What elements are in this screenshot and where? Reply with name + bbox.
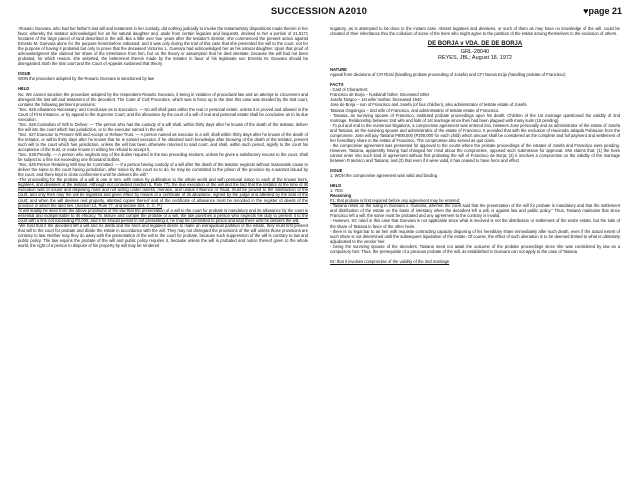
- document-title: SUCCESSION A2010: [270, 6, 368, 17]
- held-answer: 1. YES: [330, 188, 343, 194]
- held-paragraph: -We hold that if the decedent left a will and no debts and the heirs and legatees desire to make an extrajudicial partition of the estate, they must first present that will to the court for probate and divide the estate in accordance with the will. They may not disregard the provisions of the will unless those provisions are contrary to law. Neither may they do away with the presentation of the will to the court for probate, because such suppression of the will is contrary to law and public policy. The law enjoins the probate of the will and public policy requires it, because unless the will is probated and notice thereof given to the whole world, the right of a person to dispose of his property by will may be rendered: [18, 222, 308, 248]
- facts-line: - Tasiana, as surviving spouse of Francisco, instituted probate proceedings upon his death. Children of the 1st marriage questioned the validity of 2nd marriage. Relationship between 2nd wife and kids of 1st marriage since then had been plagued with many suits (18 pending).: [330, 112, 620, 123]
- facts-line: Jose de Borja – son of Francisco and Josefa (of four children), also administrator of testate estate of Josefa: [330, 102, 527, 108]
- facts-line: Tasiana Ongsingco – 2nd wife of Francisco, and administratrix of testate estate of Francisco.: [330, 107, 500, 113]
- held-paragraph: -It will readily be seen from the above provisions of the law that the presentation of a will to the court for probate is mandatory and its allowance by the court is essential and indispensable to its efficacy. To assure and compel the probate of a will, the law punishes a person who neglects his duty to present it to the court with a fine not exceeding P2,000, and if he should persist in not presenting it, he may be committed to prison and kept there until he delivers the will.: [18, 207, 308, 223]
- left-column: [18, 26, 308, 248]
- facts-line: - Cast of Characters:: [330, 87, 369, 93]
- reasoning-subheading: #1: that probate is first required before any agreement may be entered:: [330, 198, 461, 204]
- case-ponente-date: REYES, JBL; August 18, 1972: [438, 55, 512, 62]
- issue-heading: ISSUE: [18, 71, 31, 77]
- facts-heading: FACTS: [330, 82, 344, 88]
- issue-text: 1. WON the compromise agreement was valid and binding: [330, 173, 438, 179]
- held-paragraph: -The proceeding for the probate of a will is one in rem, with notice by publication to the whole world and with personal notice to each of the known heirs, legatees, and devisees of the testator. Although not contested (section 5, Rule 77), the due execution of the will and the fact that the testator at the time of its execution was of sound and disposing mind and not acting under duress, menace, and undue influence or fraud, must be proved to the satisfaction of the court, and only then may the will be legalized and given effect by means of a certificate of its allowance, signed by the judge and attested by the seal of the court; and when the will devises real property, attested copies thereof and of the certificate of allowance must be recorded in the register of deeds of the province in which the land lies. (Section 12, Rule 77, and section 624, C. C. P.): [18, 177, 308, 208]
- held-paragraph: "Sec. 628.Penalty. — A person who neglects any of the duties required in the two preceding sections, unless he gives a satisfactory excuse to the court, shall be subject to a fine not exceeding one thousand dollars.: [18, 152, 308, 163]
- guevara-continuation: nugatory, as is attempted to be done in the instant case. Absent legatees and devisees, or such of them as may have no knowledge of the will, could be cheated of their inheritance thru the collusion of some of the heirs who might agree to the partition of the estate among themselves to the exclusion of others.: [330, 26, 620, 37]
- held-heading: HELD: [18, 86, 30, 92]
- facts-line: - To put and end to the numerous litigations, a compromise agreement was entered into, between Jose personally and as administrator of the estate of Josefa and Tasiana, as the surviving spouse and administratrix of the estate of Francisco. It provided that with the exclusion of Hacienda Jalajala Poblacion from the compromise, Jose will pay Tasiana P800,000 (P200,000 for each child) which amount shall be considered as the complete and full payment and settlement of her hereditary share in the estate of Francisco. The compromise also served as quit claim.: [330, 122, 620, 143]
- issue-text: WON the procedure adopted by the Rosario Guevara is sanctioned by law: [18, 76, 155, 82]
- reasoning-paragraph: - there is no legal bar to an heir with requisite contracting capacity disposing of his hereditary share immediately after such death, even if the actual extent of such share is not determined until the subsequent liquidation of the estate. Of course, the effect of such alienation is to be deemed limited to what is ultimately adjudicated to the vendor heir.: [330, 228, 620, 244]
- reasoning-heading: Reasoning: [330, 193, 352, 199]
- reasoning-paragraph: - However, SC ruled in this case that Guevara is not applicable since what is involved is not the distribution or settlement of the entire estate, but the sale of the share of Tasiana in favor of the other heirs.: [330, 218, 620, 229]
- reasoning-subheading: #2: that it involves compromise of the validity of the 2nd marriage: [330, 258, 450, 264]
- held-paragraph: "Sec. 625.Allowance Necessary, and Conclusive as to Execution. — No will shall pass either the real or personal estate, unless it is proved and allowed in the Court of First Instance, or by appeal to the Supreme Court; and the allowance by the court of a will of real and personal estate shall be conclusive as to its due execution.: [18, 106, 308, 122]
- nature-text: Appeal from decisions of CFI Rizal (handling probate proceeding of Josefa) and CFI Nueva Ecija (handling probate of Francisco): [330, 72, 566, 78]
- right-column: [330, 26, 620, 264]
- held-paragraph: "Sec. 626.Custodian of Will to Deliver. — The person who has the custody of a will shall, within thirty days after he knows of the death of the testator, deliver the will into the court which has jurisdiction, or to the executor named in the will.: [18, 121, 308, 132]
- page-number: ♥page 21: [583, 6, 622, 16]
- case-gr-number: GRL-28040: [460, 48, 490, 55]
- held-paragraph: "Sec. 627.Executor to Present Will and Accept or Refuse Trust. — A person named as executor in a will, shall within thirty days after he knows of the death of the testator, or within thirty days after he knows that he is named executor, if he obtained such knowledge after knowing of the death of the testator, present such will to the court which has jurisdiction, unless the will has been otherwise returned to said court, and shall, within such period, signify to the court his acceptance of the trust, or make known in writing his refusal to accept it.: [18, 131, 308, 153]
- facts-line: Josefa Tangco – 1st wife/ mother. Deceased 1940: [330, 97, 422, 103]
- facts-line: Francisco de Borja – husband/ father. Deceased 1954: [330, 92, 429, 98]
- held-paragraph: "Sec. 629.Person Retaining Will may be Committed. — If a person having custody of a will after the death of the testator neglects without reasonable cause to deliver the same to the court having jurisdiction, after notice by the court so to do, he may be committed to the prison of the province by a warrant issued by the court, and there kept in close confinement until he delivers the will.": [18, 162, 308, 178]
- issue-heading: ISSUE: [330, 168, 343, 174]
- reasoning-paragraph: - being the surviving spouse of the decedent, Tasiana need not await the outcome of the probate proceedings since she was considered by law as a compulsory heir. Thus, the prerequisite of a previous probate of the will, as established in Guevara can not apply to the case of Tasiana: [330, 243, 620, 254]
- case-title: DE BORJA v VDA. DE DE BORJA: [427, 41, 523, 48]
- page-header: [0, 6, 638, 18]
- nature-heading: NATURE: [330, 67, 347, 73]
- held-paragraph: No. We cannot sanction the procedure adopted by the respondent Rosario Guevara, it being in violation of procedural law and an attempt to circumvent and disregard the last will and testament of the decedent. The Code of Civil Procedure, which was in force up to the time this case was decided by the trial court, contains the following pertinent provisions:: [18, 91, 308, 107]
- facts-line: - the compromise agreement was presented for approval to the courts where the probate proceedings of the estates of Josefa and Francisco were pending. However, Tasiana, apparently having had changed her mind about the compromise, opposed such submission for approval. She claims that: (1) the heirs cannot enter into such kind of agreement without first probating the will of Francisco de Borja; (2) it involves a compromise on the validity of the marriage between Francisco and Tasiana; and (3) that even if it were valid, it has ceased to have force and effect: [330, 142, 620, 163]
- reasoning-paragraph: - Tasiana relies on the ruling in Guevara v. Guevara, wherein the court said that the presentation of the will for probate is mandatory and that the settlement and distribution of the estate on the basis of intestacy when the decedent left a will, is against law and public policy." Thus, Tasiana maintains that since Francisco left a will, the same must be probated and any agreement to the contrary is invalid.: [330, 203, 620, 219]
- guevara-facts: -Rosario Guevara, who had her father's last will and testament in her custody, did nothing judicially to invoke the testamentary dispositions made therein in her favor, whereby the testator acknowledged her as his natural daughter and, aside from certain legacies and bequests, devised to her a portion of 21.6171 hectares of the large parcel of land described in the will. But a little over four years after the testator's demise, she commenced the present action against Ernesto M. Guevara alone for the purpose hereinbefore indicated; and it was only during the trial of this case that she presented the will to the court, not for the purpose of having it probated but only to prove that the deceased Victorino L. Guevara had acknowledged her as his natural daughter. Upon that proof of acknowledgment she claimed her share of the inheritance from him, but on the theory or assumption that he died intestate, because the will had not been probated, for which reason, she asserted, the betterment therein made by the testator in favor of his legitimate son Ernesto M. Guevara should be disregarded. Both the trial court and the Court of Appeals sustained that theory.: [18, 26, 308, 67]
- held-heading: HELD: [330, 183, 342, 189]
